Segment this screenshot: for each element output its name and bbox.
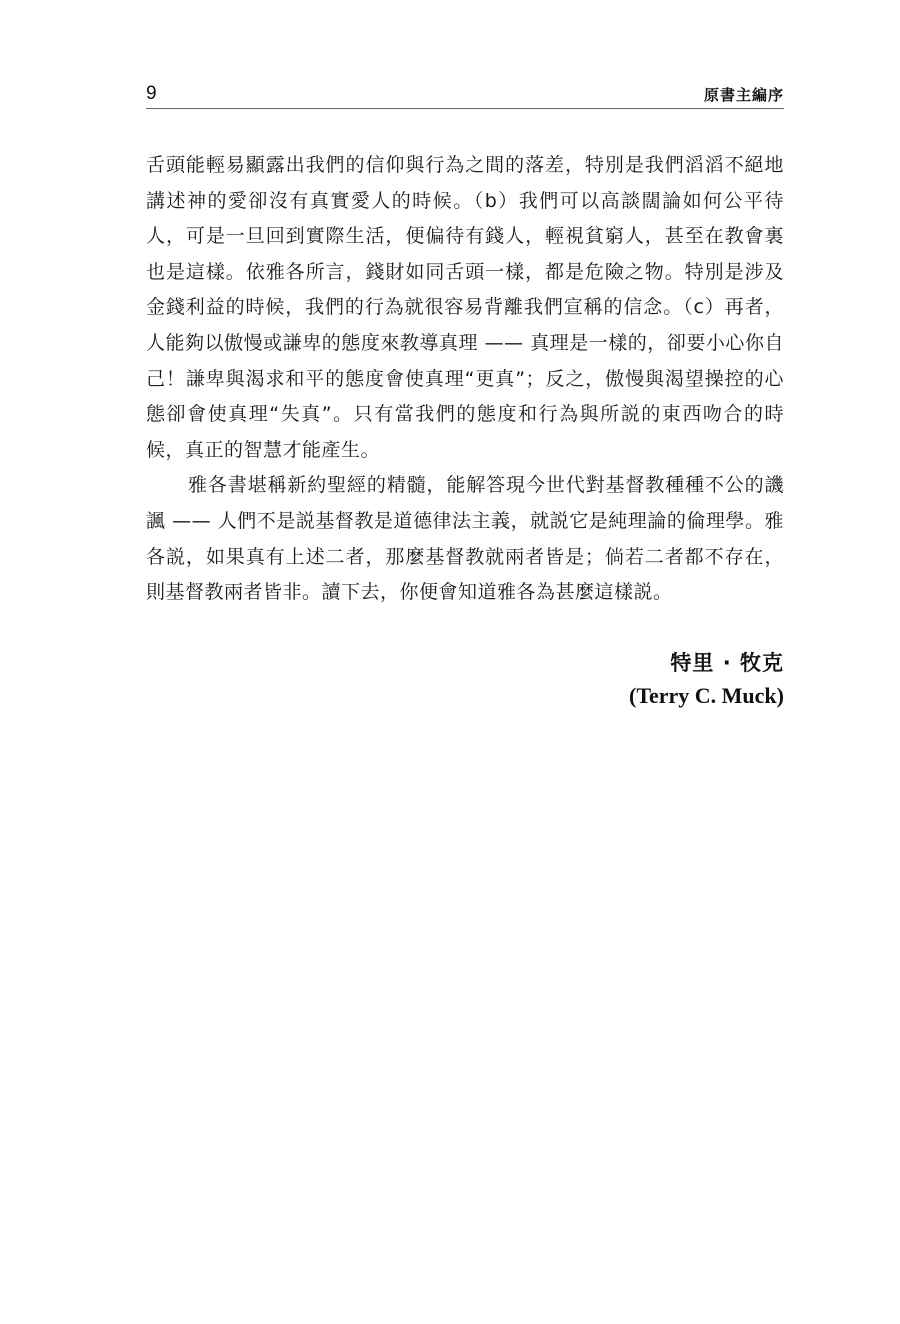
chapter-title: 原書主編序 <box>703 86 784 104</box>
paragraph-1: 舌頭能輕易顯露出我們的信仰與行為之間的落差，特別是我們滔滔不絕地講述神的愛卻沒有真實愛人的時候。（b）我們可以高談闊論如何公平待人，可是一旦回到實際生活，便偏待有錢人，輕視貧窮人，甚至在教會裏也是這樣。依雅各所言，錢財如同舌頭一樣，都是危險之物。特別是涉及金錢利益的時候，我們的行為就很容易背離我們宣稱的信念。（c）再者，人能夠以傲慢或謙卑的態度來教導真理 —— 真理是一樣的，卻要小心你自己！謙卑與渴求和平的態度會使真理“更真”；反之，傲慢與渴望操控的心態卻會使真理“失真”。只有當我們的態度和行為與所説的東西吻合的時候，真正的智慧才能產生。 <box>146 154 784 461</box>
body-text <box>146 148 784 611</box>
author-name-chinese: 特里 · 牧克 <box>670 650 784 675</box>
paragraph-2: 雅各書堪稱新約聖經的精髓，能解答現今世代對基督教種種不公的譏諷 —— 人們不是説基督教是道德律法主義，就説它是純理論的倫理學。雅各説，如果真有上述二者，那麼基督教就兩者皆是；倘若二者都不存在，則基督教兩者皆非。讀下去，你便會知道雅各為甚麼這樣説。 <box>146 474 784 604</box>
book-page <box>146 80 784 713</box>
author-name-english: (Terry C. Muck) <box>629 682 784 708</box>
running-header <box>146 80 784 109</box>
page-number: 9 <box>146 83 157 104</box>
author-signature <box>146 647 784 713</box>
